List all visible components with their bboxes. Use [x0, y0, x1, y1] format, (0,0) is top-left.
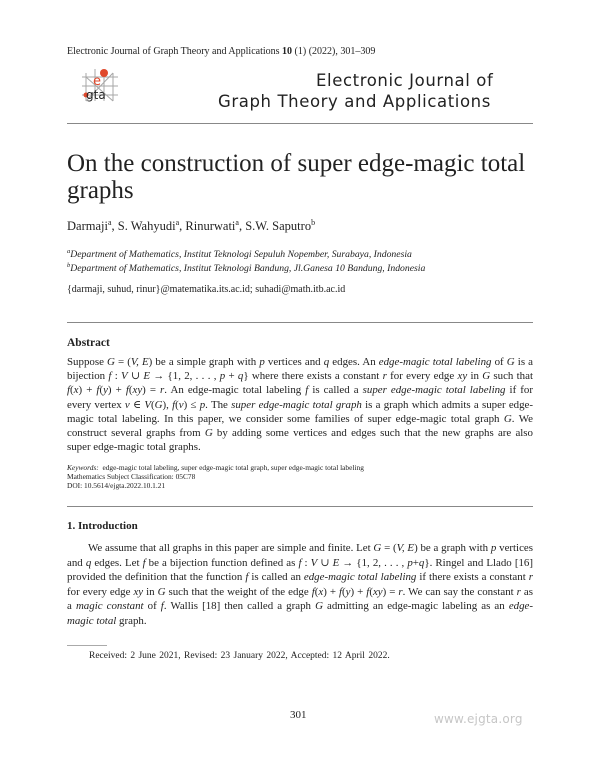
running-head-journal: Electronic Journal of Graph Theory and Applications — [67, 46, 280, 57]
abstract-divider — [67, 322, 533, 323]
author: Rinurwati$^a$, — [185, 218, 246, 233]
paper-title: On the construction of super edge-magic total graphs — [67, 150, 526, 204]
author: S.W. Saputro$^b$ — [245, 218, 316, 233]
abstract-body: Suppose G = (V, E) be a simple graph with p vertices and q edges. An edge-magic total labeling of G is a bijection f : V ∪ E → {1, 2, . . . , p + q} where there exists a constant r for every edge xy in G such that f(x) + f(y) + f(xy) = r. An edge-magic total labeling f is called a super edge-magic total labeling if for every vertex v ∈ V(G), f(v) ≤ p. The super edge-magic total graph is a graph which admits a super edge-magic total labeling. In this paper, we consider some families of super edge-magic total graph G. We construct several graphs from G by adding some vertices and edges such that the new graphs are also super edge-magic total graphs. — [67, 356, 534, 454]
section-divider — [67, 506, 533, 507]
running-head-issue: (1) (2022), 301–309 — [294, 46, 376, 57]
author-list — [67, 218, 315, 234]
running-head-volume: 10 — [282, 46, 293, 57]
keywords-line: Keywords: edge-magic total labeling, super edge-magic total graph, super edge-magic total labeling — [67, 463, 364, 472]
affiliation-a: $^a$Department of Mathematics, Institut Teknologi Sepuluh Nopember, Surabaya, Indonesia — [67, 248, 412, 260]
section-heading: 1. Introduction — [67, 520, 138, 532]
page-number: 301 — [290, 709, 307, 721]
abstract-heading: Abstract — [67, 337, 110, 349]
journal-website[interactable]: www.ejgta.org — [434, 712, 523, 726]
journal-name-line1: Electronic Journal of — [316, 71, 494, 90]
logo-letter-e: e — [93, 74, 101, 89]
article-metadata — [67, 463, 364, 491]
author-emails: {darmaji, suhud, rinur}@matematika.its.ac.id; suhadi@math.itb.ac.id — [67, 284, 346, 295]
author: S. Wahyudi$^a$, — [117, 218, 186, 233]
footnote-rule — [67, 645, 107, 646]
journal-name — [218, 70, 493, 112]
journal-name-line2: Graph Theory and Applications — [218, 92, 491, 111]
header-divider — [67, 123, 533, 124]
running-head — [67, 46, 375, 57]
logo-letters-gta: gta — [86, 88, 106, 102]
submission-dates: Received: 2 June 2021, Revised: 23 January 2022, Accepted: 12 April 2022. — [89, 651, 390, 661]
doi-line: DOI: 10.5614/ejgta.2022.10.1.21 — [67, 481, 166, 491]
author: Darmaji$^a$, — [67, 218, 118, 233]
logo-grid-icon — [82, 67, 118, 103]
introduction-paragraph: We assume that all graphs in this paper are simple and finite. Let G = (V, E) be a graph with p vertices and q edges. Let f be a bijection function defined as f : V ∪ E → {1, 2, . . . , p+q}. Ringel and Llado [16] provided the definition that the function f is called an edge-magic total labeling if there exists a constant r for every edge xy in G such that the weight of the edge f(x) + f(y) + f(xy) = r. We can say the constant r as a magic constant of f. Wallis [18] then called a graph G admitting an edge-magic labeling as an edge-magic total graph. — [67, 542, 533, 627]
msc-line: Mathematics Subject Classification: 05C78 — [67, 472, 196, 482]
journal-logo — [82, 67, 118, 103]
affiliation-b: $^b$Department of Mathematics, Institut Teknologi Bandung, Jl.Ganesa 10 Bandung, Indonesia — [67, 262, 426, 274]
